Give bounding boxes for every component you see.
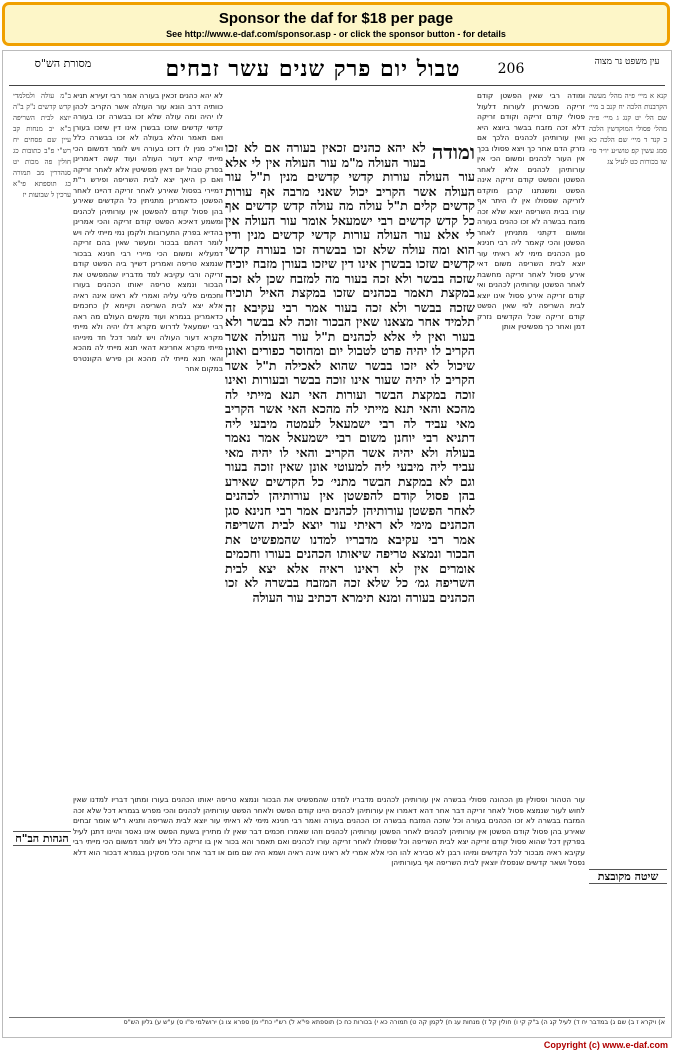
shita-mekubetzet-label: שיטה מקובצת — [589, 869, 667, 884]
footnotes: א) ויקרא ז ב) שם ג) במדבר יח ד) לעיל קג ה) ב"ק קי ו) חולין קל ז) מנחות עג ח) לקמן קה ט) תמורה כא י) בכורות כח כ) תוספתא פי"א ל) רש"י כת"י מ) ספרא צו נ) ירושלמי פ"ו ס) ע"ש ע) גליון הש"ס — [9, 1017, 665, 1036]
sponsor-banner[interactable] — [2, 2, 670, 46]
talmud-page — [2, 50, 672, 1038]
gemara-column — [225, 141, 475, 781]
tosafot-column — [73, 91, 223, 791]
sponsor-banner-title: Sponsor the daf for $18 per page — [218, 10, 454, 27]
rashi-text: ומודה רבי שאין הפשטן קודם זריקה מכשירתן לעורות דלעול פסולי קודם זריקה וקודם זריקה דלא זכה מזבח בבשר ביוצא היא ואין עורותיהן לכהנים הלכך אם נזרק הדם אחר כך ויצא פסולו בכך אין העור לכהנים ומשום הכי אין עורותיהן לכהנים אלא לאחר הפשטן והפשט קודם זריקה אינה הפשט ומשנתנו קרבן מוקדם לזריקה שפסולו אין לו היתר אף עורו בבית השריפה יוצא שלא זכה מזבח בבשרה לא זכו כהנים בעורה ומשום דקתני מתניתין לאחר הפשטן והכי קאמר ליה רבי חנינא סגן הכהנים מימי לא ראיתי עור יוצא לבית השריפה משום דאי אירע פסול לאחר זריקה מחשבת לאחר הפשטן עורותיהן לכהנים ואי קודם זריקה אירע פסול אינו יוצא לבית השריפה לפי שאין הפשט קודם זריקה שכל הקדשים נזרק דמן ואחר כך מפשיטין אותן — [477, 91, 585, 331]
gemara-text: לא יהא כהנים זכאין בעורה אם לא זכו בעור העולה מ"מ עור העולה אין לי אלא עור העולה עורות קדשי קדשים מנין ת"ל עור העולה אשר הקריב יכול שאני מרבה אף עורות קדשים קלים ת"ל עולה מה עולה קדש קדשים אף כל קדש קדשים רבי ישמעאל אומר עור העולה אין לי אלא עור העולה עורות קדשי קדשים מנין ודין הוא ומה עולה שלא זכו בבשרה זכו בעורה קדשי קדשים שזכו בבשרן אינו דין שיזכו בעורן מזבח יוכיח שזכה בבשר ולא זכה בעור מה למזבח שכן לא זכה במקצת תאמר בכהנים שזכו במקצת האיל תוכיח שזכה בבשר ולא זכה בעור אמר רבי עקיבא זה תלמיד אחר מצאנו שאין הבכור זוכה לא בבשר ולא בעור ואין לי אלא לכהנים ת"ל עור העולה אשר הקריב לו יהיה פרט לטבול יום ומחוסר כפורים ואונן שיכול לא יזכו בבשר שהוא לאכילה ת"ל אשר הקריב לו יהיה שעור אינו זוכה בבשר ובעורות ואינו זוכה במקצת הבשר ועורות האי תנא מייתי לה מהכא והאי תנא מייתי לה מהכא האי אשר הקריב מאי עביד לה רבי ישמעאל לעמטה מיבעי ליה דתניא רבי יוחנן משום רבי ישמעאל אמר נאמר בעולה ולא יהיה אשר הקריב והאי לו יהיה מאי עביד ליה מיבעי ליה למעוטי אונן שאין זוכה בעור וגם לא במקצת הבשר מתני׳ כל הקדשים שאירע בהן פסול קודם להפשטן אין עורותיהן לכהנים לאחר הפשטן עורותיהן לכהנים אמר רבי חנינא סגן הכהנים מימי לא ראיתי עור יוצא לבית השריפה אמר רבי עקיבא מדבריו למדנו שהמפשיט את הבכור ונמצא טריפה שיאותו הכהנים בעורו וחכמים אומרים אין לא ראינו ראיה אלא יצא לבית השריפה גמ׳ כל שלא זכה המזבח בבשרה לא זכו הכהנים בעורה ומנא תימרא דכתיב עור העולה — [225, 141, 475, 605]
copyright-notice[interactable]: Copyright (c) www.e-daf.com — [543, 1040, 668, 1050]
gemara-opening-word: ומודה — [431, 141, 475, 164]
page-title: טבול יום פרק שנים עשר זבחים — [165, 56, 461, 82]
ein-mishpat-text: קנא א מיי׳ פ״ה מהל׳ מעשה הקרבנות הלכה יח קנב ב מיי׳ שם הל׳ יט קנג ג מיי׳ פ״ה מהל׳ פסולי המוקדשין הלכה כ קנד ד מיי׳ שם הלכה כא סמג עשין קפ טוש״ע יו״ד סי׳ שו בכורות כט לעיל צג — [589, 92, 667, 166]
masoret-hashas-text: ב"מ עולה ולמלמדי קדש קדשים נ"ק ב"ה יוצא לבית השריפה ב"א יב מנחות קב עיין שם פסחים יח רש"י פ"ב כתובות כג חולין פה מכות יט סנהדרין מב תמורה כג תוספתא פי"א ערכין ל שבועות יז — [13, 92, 71, 199]
hagahot-habach-label: הגהות הב"ח — [13, 831, 71, 846]
sponsor-banner-subtitle: See http://www.e-daf.com/sponsor.asp - or click the sponsor button - for details — [166, 29, 506, 39]
header-masoret-hashas: מסורת הש"ס — [34, 57, 92, 70]
bottom-commentary — [73, 795, 585, 1011]
daf-number: 206 — [497, 61, 525, 77]
header-ein-mishpat: עין משפט נר מצוה — [594, 57, 660, 67]
header-divider — [9, 85, 665, 86]
rashi-column — [477, 91, 585, 781]
tosafot-text: לא יהא כהנים זכאין בעורה אמר רבי זעירא תניא כוותיה דרב הונא עור העולה אשר הקריב לכהן לו יהיה ומה עולה שלא זכו בבשרה זכו בעורה קדשי קדשים שזכו בבשרן אינו דין שיזכו בעורן ואם תאמר והלא בעולה לא זכו בבשרה כלל וא"כ מנין לו דזכו בעורה ויש לומר דמשום הכי מייתי קרא דעור העולה ועוד קשה דאמרינן בפרק טבול יום דאין מפשיטין אלא לאחר זריקה ואם כן היאך יצא לבית השריפה ופירש ר"ת דמיירי בפסול שאירע לאחר זריקה דהיינו לאחר הפשטן כדאמרינן מתניתין כל הקדשים שאירע בהן פסול קודם להפשטן אין עורותיהן לכהנים ומשמע דאיכא הפשט קודם זריקה והכי אמרינן בהדיא בפרק התערובות ולקמן נמי מייתי ליה ויש לומר דהתם בבכור ומעשר שאין בהם זריקה דמעליא ומשום הכי מיירי רבי חנינא בבכור שנמצא טריפה ואמרינן דשייך ביה הפשט קודם זריקה ורבי עקיבא למד מדבריו שהמפשיט את הבכור ונמצא טריפה יאותו הכהנים בעורו וחכמים פליגי עליה ואמרי לא ראינו אינה ראיה אלא יצא לבית השריפה וקיימא לן כחכמים כדאמרינן בגמרא ועוד מקשים העולם מה ראה רבי ישמעאל לדרוש מקרא דלו יהיה ולא מייתי מקרא דעור העולה ויש לומר דכל חד מינייהו מייתי מקרא אחרינא דהאי תנא מייתי לה מהכא והאי תנא מייתי לה מהכא וכן פירש הקונטרס במקום אחר — [73, 91, 223, 373]
bottom-commentary-text: עור הטהור ופסולין מן הכהונה פסולי בבשרה אין עורותיהן לכהנים מדבריו למדנו שהמפשיט את הבכור ונמצא טריפה יאותו הכהנים בעורו ומתוך דבריו למדנו שאין לחוש לעור שנמצא פסול לאחר זריקה דבר אחר דהא דאמרו אין עורותיהן לכהנים היינו קודם הפשט ולאחר הפשט עורותיהן לכהנים והכי מפרש בגמרא דכל שלא זכה המזבח בבשרה לא זכו הכהנים בעורה וכל שזכה המזבח בבשרה זכו הכהנים בעורה ואמר רבי חנינא מימי לא ראיתי עור יוצא לבית השריפה ותניא ר"ש אומר זבחים שאירע בהן פסול קודם הפשטן אין עורותיהן לכהנים לאחר הפשטן עורותיהן לכהנים וזהו שאמרו חכמים דבר שאין לו מתירין בשעת הפשט אינו נאסר והיינו דתנן לעיל בפרקין דכל שהוא פסול קודם זריקה יצא לבית השריפה וכל שפסולו לאחר זריקה עורו לכהנים ואם תאמר והא בכור אין בו זריקה כלל ויש לומר דמשום הכי מייתי רבי עקיבא ראיה מבכור לכל הקדשים ומיהו רבנן לא סבירא להו הכי אלא אמרי לא ראינו אינה ראיה ושמא היה שם מום או דבר אחר והכי מסקינן בגמרא דבכור הוא דלא נפסל ושאר קדשים שנפסלו יוצאין לבית השריפה אף בעורותיהן — [73, 795, 585, 867]
masoret-hashas-column — [13, 91, 71, 1016]
